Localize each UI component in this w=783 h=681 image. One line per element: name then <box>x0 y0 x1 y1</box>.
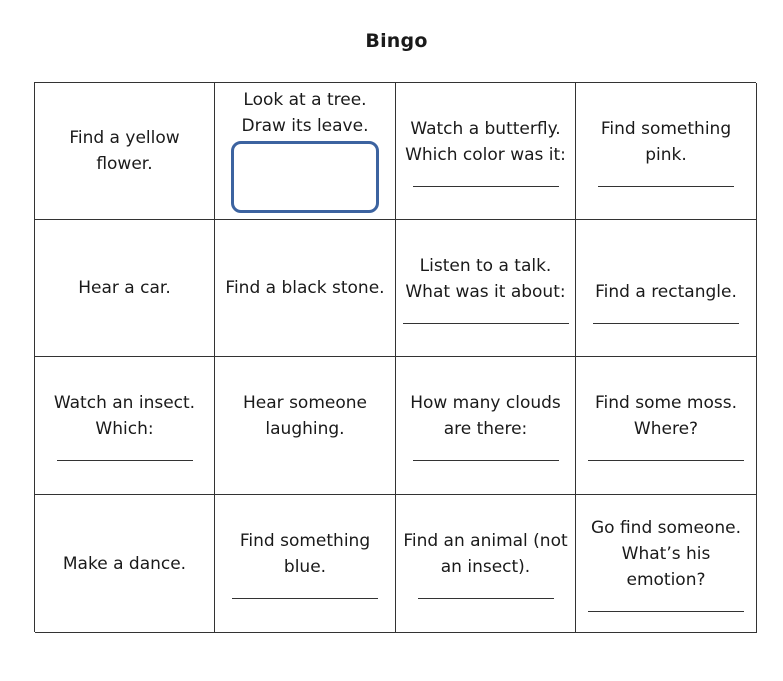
answer-line[interactable] <box>57 460 193 461</box>
cell-text: Find some moss. Where? <box>595 393 737 439</box>
bingo-cell <box>576 83 757 220</box>
bingo-grid <box>34 82 756 632</box>
bingo-cell <box>576 495 757 633</box>
bingo-cell <box>396 357 576 495</box>
cell-text: Hear a car. <box>78 278 171 298</box>
bingo-cell <box>576 357 757 495</box>
answer-line[interactable] <box>593 323 739 324</box>
cell-text: Look at a tree. Draw its leave. <box>241 90 369 136</box>
cell-text: Find a rectangle. <box>595 281 737 302</box>
bingo-cell <box>215 357 396 495</box>
cell-text: Find an animal (not an insect). <box>403 531 568 577</box>
bingo-cell <box>215 495 396 633</box>
answer-line[interactable] <box>413 186 559 187</box>
drawing-box[interactable] <box>231 141 379 213</box>
answer-line[interactable] <box>413 460 559 461</box>
bingo-cell <box>576 220 757 357</box>
cell-text: Hear someone laughing. <box>243 393 367 439</box>
cell-text: Find a black stone. <box>225 278 385 298</box>
page-title: Bingo <box>365 30 428 52</box>
bingo-cell <box>35 495 215 633</box>
bingo-cell <box>215 220 396 357</box>
bingo-cell <box>35 220 215 357</box>
cell-text: Find something blue. <box>239 531 371 577</box>
bingo-cell <box>396 220 576 357</box>
cell-text: Find a yellow flower. <box>69 128 180 174</box>
bingo-cell <box>215 83 396 220</box>
cell-text: Go find someone. What’s his emotion? <box>591 518 741 590</box>
answer-line[interactable] <box>598 186 734 187</box>
bingo-cell <box>396 495 576 633</box>
cell-text: Find something pink. <box>600 118 732 165</box>
answer-line[interactable] <box>403 323 569 324</box>
cell-text: Make a dance. <box>62 553 187 574</box>
bingo-cell <box>35 357 215 495</box>
answer-line[interactable] <box>232 598 378 599</box>
bingo-cell <box>35 83 215 220</box>
answer-line[interactable] <box>588 611 744 612</box>
cell-text: How many clouds are there: <box>410 393 561 439</box>
answer-line[interactable] <box>588 460 744 461</box>
cell-text: Listen to a talk. What was it about: <box>405 255 566 302</box>
cell-text: Watch a butterfly. Which color was it: <box>405 118 566 165</box>
bingo-cell <box>396 83 576 220</box>
answer-line[interactable] <box>418 598 554 599</box>
cell-text: Watch an insect. Which: <box>53 393 196 439</box>
